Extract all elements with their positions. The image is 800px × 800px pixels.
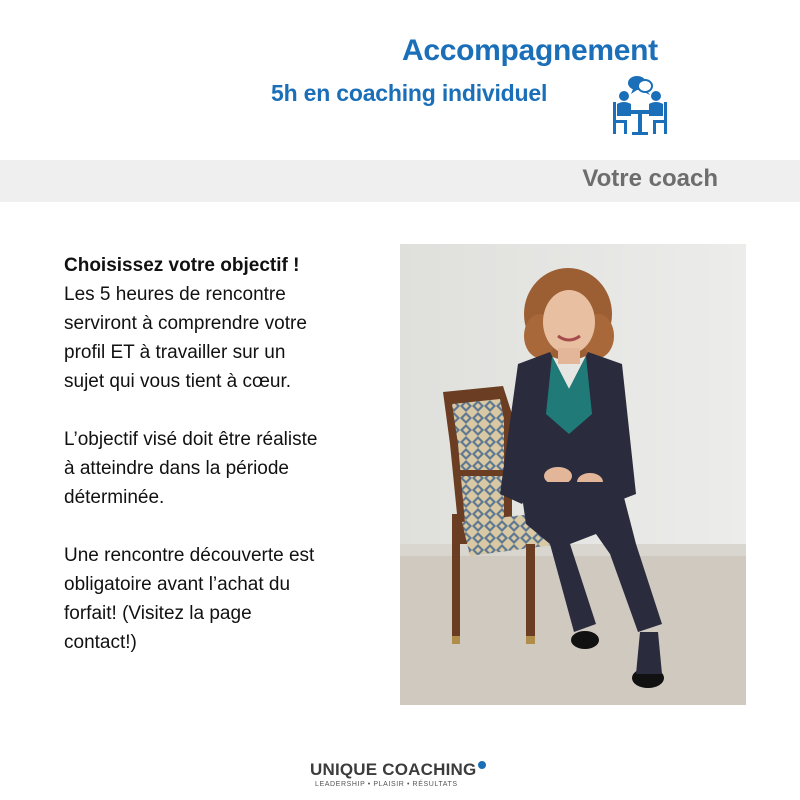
description-line: sujet qui vous tient à cœur. — [64, 371, 292, 392]
logo-dot-icon — [478, 761, 486, 769]
description-text — [64, 251, 384, 657]
description-line: profil ET à travailler sur un — [64, 342, 286, 363]
description-line: déterminée. — [64, 487, 165, 508]
logo-tagline: LEADERSHIP • PLAISIR • RÉSULTATS — [315, 781, 458, 788]
description-line: serviront à comprendre votre — [64, 313, 307, 334]
description-line: L’objectif visé doit être réaliste — [64, 429, 318, 450]
section-label: Votre coach — [582, 165, 718, 192]
page-title: Accompagnement — [402, 34, 658, 67]
description-line: forfait! (Visitez la page — [64, 603, 252, 624]
meeting-icon — [604, 74, 676, 140]
description-line: obligatoire avant l’achat du — [64, 574, 291, 595]
coach-photo — [400, 244, 746, 705]
brand-logo — [310, 760, 490, 794]
page-subtitle: 5h en coaching individuel — [271, 80, 548, 106]
objective-heading: Choisissez votre objectif ! — [64, 255, 300, 276]
description-line: Une rencontre découverte est — [64, 545, 315, 566]
description-line: Les 5 heures de rencontre — [64, 284, 286, 305]
description-line: à atteindre dans la période — [64, 458, 289, 479]
description-line: contact!) — [64, 632, 137, 653]
logo-name: UNIQUE COACHING — [310, 760, 477, 779]
